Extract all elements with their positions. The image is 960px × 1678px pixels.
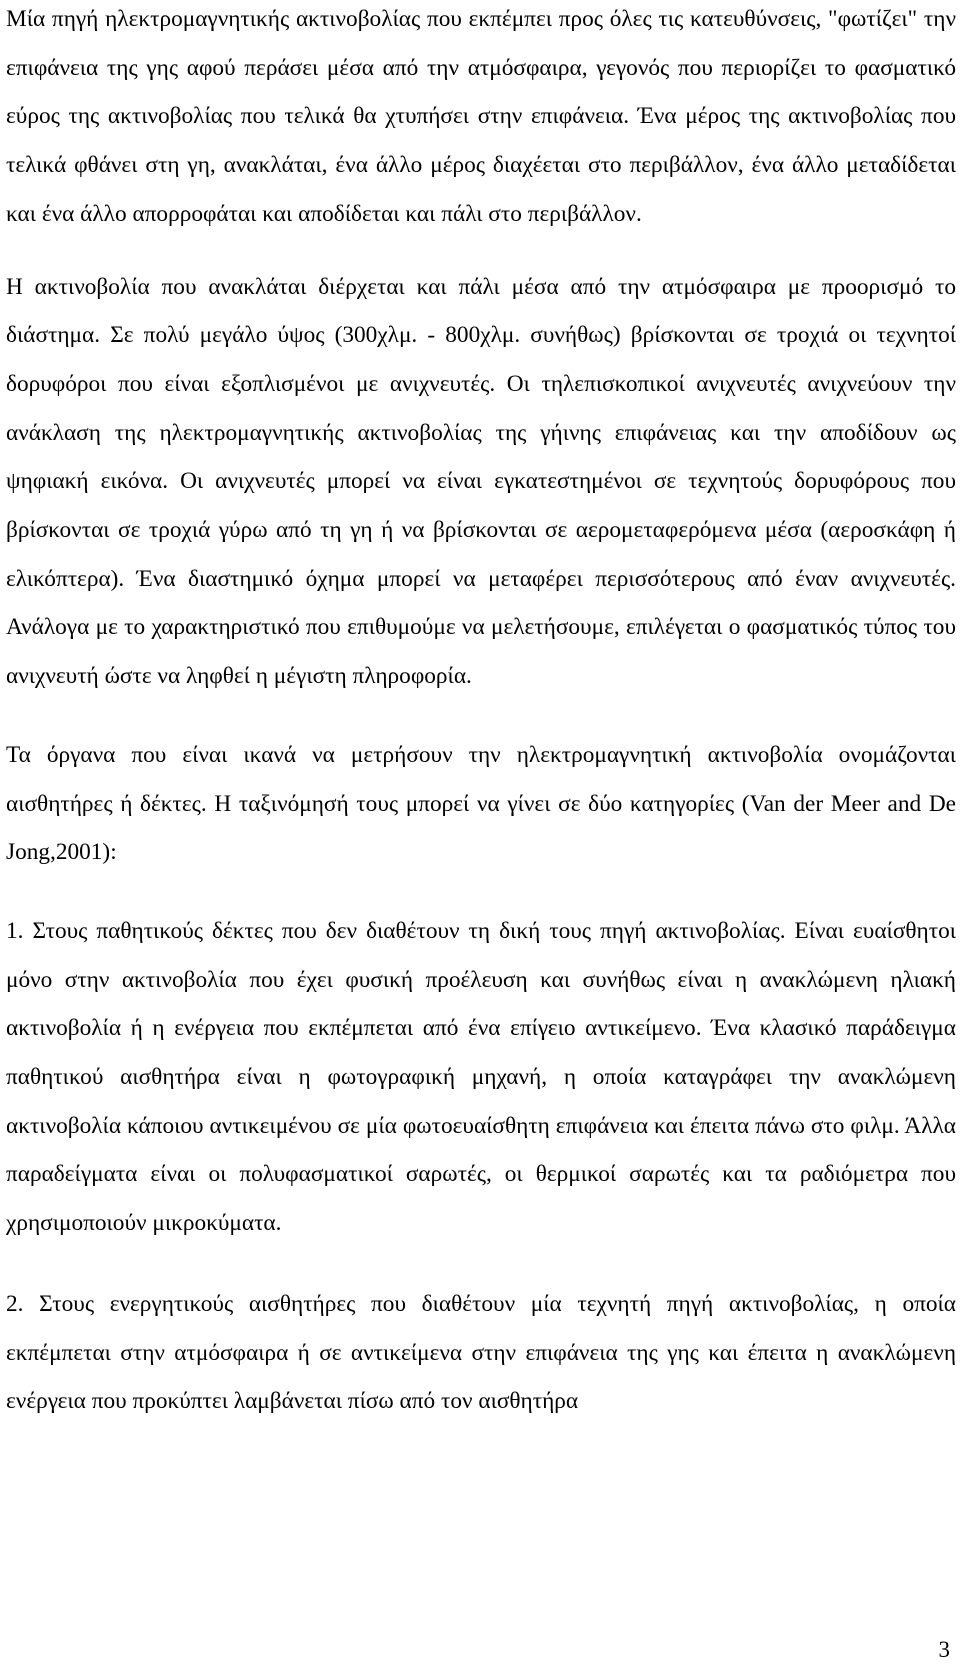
paragraph-passive-sensors: 1. Στους παθητικούς δέκτες που δεν διαθέτουν τη δική τους πηγή ακτινοβολίας. Είναι ευαίσθητοι μόνο στην ακτινοβολία που έχει φυσική προέλευση και συνήθως είναι η ανακλώμενη ηλιακή ακτινοβολία ή η ενέργεια που εκπέμπεται από ένα επίγειο αντικείμενο. Ένα κλασικό παράδειγμα παθητικού αισθητήρα είναι η φωτογραφική μηχανή, η οποία καταγράφει την ανακλώμενη ακτινοβολία κάποιου αντικειμένου σε μία φωτοευαίσθητη επιφάνεια και έπειτα πάνω στο φιλμ. Άλλα παραδείγματα είναι οι πολυφασματικοί σαρωτές, οι θερμικοί σαρωτές και τα ραδιόμετρα που χρησιμοποιούν μικροκύματα. bbox=[6, 917, 956, 1237]
paragraph-sensors-classification: Τα όργανα που είναι ικανά να μετρήσουν την ηλεκτρομαγνητική ακτινοβολία ονομάζονται αισθητήρες ή δέκτες. Η ταξινόμησή τους μπορεί να γίνει σε δύο κατηγορίες (Van der Meer and De Jong,2001): bbox=[6, 741, 956, 866]
page-number: 3 bbox=[938, 1637, 950, 1662]
document-page bbox=[6, 0, 956, 1426]
paragraph-reflected-radiation: Η ακτινοβολία που ανακλάται διέρχεται και πάλι μέσα από την ατμόσφαιρα με προορισμό το διάστημα. Σε πολύ μεγάλο ύψος (300χλμ. - 800χλμ. συνήθως) βρίσκονται σε τροχιά οι τεχνητοί δορυφόροι που είναι εξοπλισμένοι με ανιχνευτές. Οι τηλεπισκοπικοί ανιχνευτές ανιχνεύουν την ανάκλαση της ηλεκτρομαγνητικής ακτινοβολίας της γήινης επιφάνειας και την αποδίδουν ως ψηφιακή εικόνα. Οι ανιχνευτές μπορεί να είναι εγκατεστημένοι σε τεχνητούς δορυφόρους που βρίσκονται σε τροχιά γύρω από τη γη ή να βρίσκονται σε αερομεταφερόμενα μέσα (αεροσκάφη ή ελικόπτερα). Ένα διαστημικό όχημα μπορεί να μεταφέρει περισσότερους από έναν ανιχνευτές. Ανάλογα με το χαρακτηριστικό που επιθυμούμε να μελετήσουμε, επιλέγεται ο φασματικός τύπος του ανιχνευτή ώστε να ληφθεί η μέγιστη πληροφορία. bbox=[6, 273, 956, 690]
paragraph-active-sensors: 2. Στους ενεργητικούς αισθητήρες που διαθέτουν μία τεχνητή πηγή ακτινοβολίας, η οποία εκπέμπεται στην ατμόσφαιρα ή σε αντικείμενα στην επιφάνεια της γης και έπειτα η ανακλώμενη ενέργεια που προκύπτει λαμβάνεται πίσω από τον αισθητήρα bbox=[6, 1290, 956, 1415]
paragraph-radiation-source: Μία πηγή ηλεκτρομαγνητικής ακτινοβολίας που εκπέμπει προς όλες τις κατευθύνσεις, "φωτίζει" την επιφάνεια της γης αφού περάσει μέσα από την ατμόσφαιρα, γεγονός που περιορίζει το φασματικό εύρος της ακτινοβολίας που τελικά θα χτυπήσει στην επιφάνεια. Ένα μέρος της ακτινοβολίας που τελικά φθάνει στη γη, ανακλάται, ένα άλλο μέρος διαχέεται στο περιβάλλον, ένα άλλο μεταδίδεται και ένα άλλο απορροφάται και αποδίδεται και πάλι στο περιβάλλον. bbox=[6, 6, 956, 227]
